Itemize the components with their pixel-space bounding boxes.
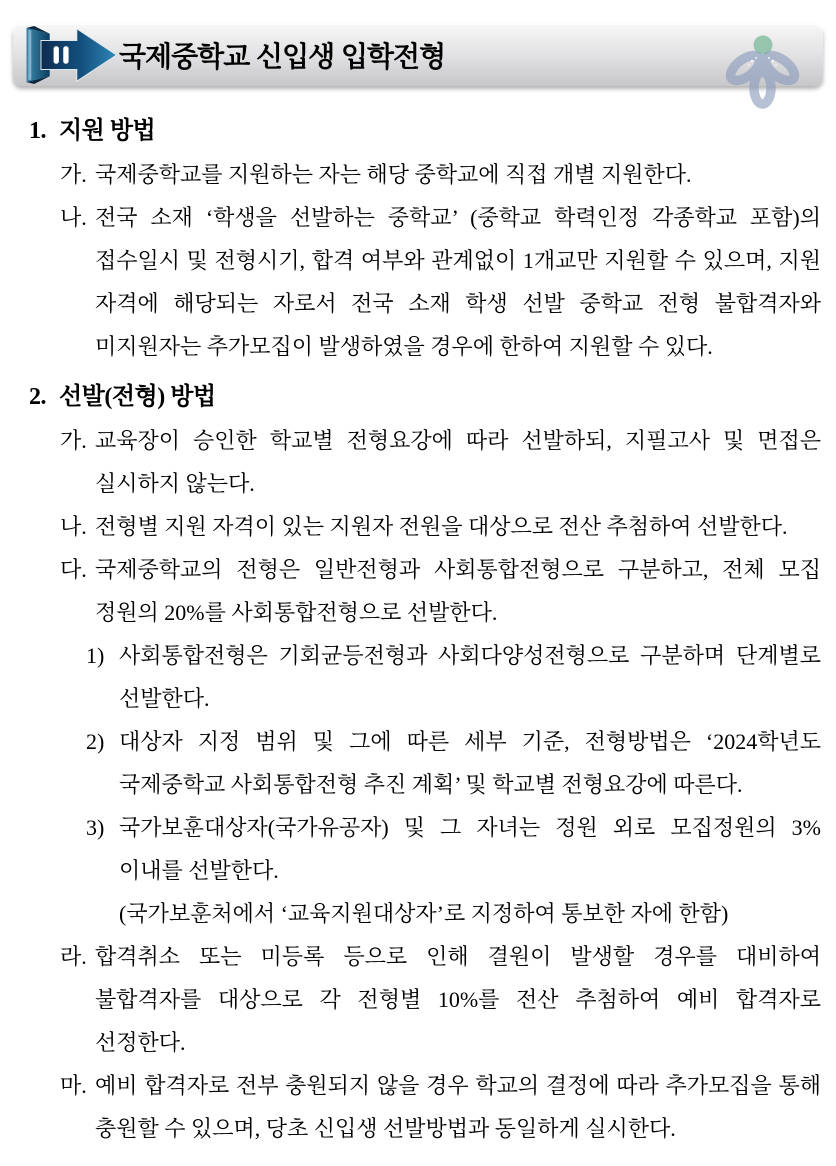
section-items [29,153,821,368]
item-marker: 나. [60,514,87,539]
subitem-text: 대상자 지정 범위 및 그에 따른 세부 기준, 전형방법은 ‘2024학년도 국제중학교 사회통합전형 추진 계획’ 및 학교별 전형요강에 따른다. [119,729,821,797]
item-marker: 가. [60,428,87,453]
item-marker: 다. [60,557,87,582]
section-heading [29,376,821,419]
section-heading [29,110,821,153]
section-title: 지원 방법 [59,118,156,144]
subitem-marker: 3) [86,815,105,840]
subitem-body [119,634,821,720]
section-number: 1. [29,118,46,144]
item-text: 국제중학교의 전형은 일반전형과 사회통합전형으로 구분하고, 전체 모집 정원의 20%를 사회통합전형으로 선발한다. [95,557,821,625]
sub-list-item [29,806,821,935]
section-banner [13,24,823,86]
item-text: 예비 합격자로 전부 충원되지 않을 경우 학교의 결정에 따라 추가모집을 통해 충원할 수 있으며, 당초 신입생 선발방법과 동일하게 실시한다. [95,1073,821,1141]
item-text: 국제중학교를 지원하는 자는 해당 중학교에 직접 개별 지원한다. [95,162,692,187]
arrow-ribbon-icon [18,25,124,85]
item-text: 전국 소재 ‘학생을 선발하는 중학교’ (중학교 학력인정 각종학교 포함)의 접수일시 및 전형시기, 합격 여부와 관계없이 1개교만 지원할 수 있으며, 지원 자격에 해당되는 자로서 전국 소재 학생 선발 중학교 전형 불합격자와 미지원자는 추가모집이 발생하였을 경우에 한하여 지원할 수 있다. [95,205,821,359]
sub-list-item [29,720,821,806]
subitem-body [119,720,821,806]
item-text: 전형별 지원 자격이 있는 지원자 전원을 대상으로 전산 추첨하여 선발한다. [95,514,788,539]
subitem-marker: 1) [86,643,105,668]
item-marker: 마. [60,1073,87,1098]
section-title: 선발(전형) 방법 [59,384,216,410]
section-number: 2. [29,384,46,410]
list-item [29,505,821,548]
item-text: 합격취소 또는 미등록 등으로 인해 결원이 발생할 경우를 대비하여 불합격자를 대상으로 각 전형별 10%를 전산 추첨하여 예비 합격자로 선정한다. [95,944,821,1055]
list-item [29,153,821,196]
subitem-body [119,806,821,935]
list-item [29,419,821,505]
list-item [29,935,821,1064]
section-2 [29,376,821,1150]
subitem-text: 사회통합전형은 기회균등전형과 사회다양성전형으로 구분하며 단계별로 선발한다. [119,643,821,711]
item-text: 교육장이 승인한 학교별 전형요강에 따라 선발하되, 지필고사 및 면접은 실시하지 않는다. [95,428,821,496]
document-page [0,24,836,1150]
item-marker: 가. [60,162,87,187]
subitem-marker: 2) [86,729,105,754]
item-marker: 나. [60,205,87,230]
section-badge [18,25,124,85]
item-marker: 라. [60,944,87,969]
document-body [0,86,836,1150]
section-1 [29,110,821,368]
list-item [29,548,821,634]
subitem-text: 국가보훈대상자(국가유공자) 및 그 자녀는 정원 외로 모집정원의 3% 이내를 선발한다. [119,815,821,883]
list-item [29,196,821,368]
section-items [29,419,821,1150]
org-emblem-icon [716,31,808,111]
page-title: 국제중학교 신입생 입학전형 [119,41,446,72]
list-item [29,1064,821,1150]
sub-list-item [29,634,821,720]
subitem-note: (국가보훈처에서 ‘교육지원대상자’로 지정하여 통보한 자에 한함) [119,901,729,926]
